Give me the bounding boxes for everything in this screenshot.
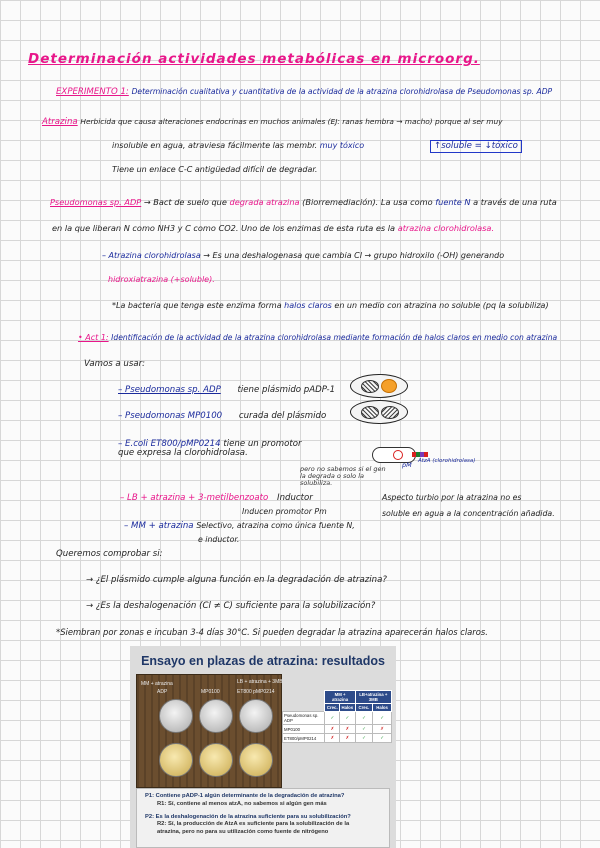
row-label: Pseudomonas sp. ADP	[283, 712, 325, 725]
strain-name-3: – E.coli ET800/pMP0214	[118, 439, 221, 449]
result-cell: ✗	[340, 725, 356, 734]
slide-answer-1: R1: Sí, contiene al menos atzA, no sabemos si algún gen más	[157, 800, 327, 807]
strain-desc-3: tiene un promotor que expresa la clorohidrolasa.	[118, 439, 302, 459]
strain-desc-2: curada del plásmido	[238, 411, 327, 421]
atza-label: AtzA (clorohidrolasa)	[418, 458, 476, 464]
pseudomonas-label: Pseudomonas sp. ADP	[50, 197, 142, 207]
plate-mm-adp	[159, 699, 193, 733]
slide-title: Ensayo en plazas de atrazina: resultados	[141, 654, 385, 668]
lb-inductor: Inductor	[277, 493, 313, 503]
subheader: Halos	[341, 705, 354, 710]
questions-box	[136, 788, 390, 848]
strain-item-3	[118, 440, 308, 459]
halos-note-c: en un medio con atrazina no soluble (pq la solubiliza)	[334, 301, 549, 310]
results-table	[282, 690, 392, 743]
act1-label: • Act 1:	[78, 333, 109, 342]
mm-desc: Selectivo, atrazina como única fuente N,	[196, 521, 355, 530]
dish-adp	[350, 374, 408, 398]
slide-question-1: P1: Contiene pADP-1 algún determinante de la degradación de atrazina?	[145, 793, 345, 799]
pm-label: pM	[402, 461, 412, 469]
result-cell: ✗	[340, 734, 356, 743]
subheader: Crec.	[355, 704, 373, 712]
col-group-mm: MM + atrazina	[325, 691, 355, 704]
table-row	[283, 725, 392, 734]
plate-lb-adp	[159, 743, 193, 777]
halos-note-a: *La bacteria que tenga este enzima forma	[112, 301, 282, 310]
gene-cassette	[412, 452, 428, 457]
queremos: Queremos comprobar si:	[56, 549, 163, 559]
slide-question-2: P2: Es la deshalogenación de la atrazina suficiente para su solubilización?	[145, 813, 351, 820]
result-cell: ✗	[325, 725, 340, 734]
photo-label-et800: ET800 pMP0214	[237, 689, 275, 695]
result-cell: ✓	[373, 712, 392, 725]
plate-mm-et800	[239, 699, 273, 733]
lb-aspect-1: Aspecto turbio por la atrazina no es	[382, 493, 522, 502]
result-cell: ✓	[373, 734, 392, 743]
enzyme-name: – Atrazina clorohidrolasa	[102, 251, 201, 260]
toxic-tag: muy tóxico	[319, 141, 365, 150]
photo-label-mm: MM + atrazina	[141, 681, 173, 687]
photo-label-adp: ADP	[157, 689, 168, 695]
result-cell: ✗	[325, 734, 340, 743]
atrazina-text-1: Herbicida que causa alteraciones endocrinas en muchos animales (EJ: ranas hembra → macho) porque al ser muy	[80, 117, 503, 126]
row-label: MP0100	[283, 725, 325, 734]
pseudomonas-text-e: fuente N	[435, 197, 471, 207]
results-slide	[130, 646, 396, 848]
plate-lb-mp0100	[199, 743, 233, 777]
strain-item-1	[118, 386, 335, 395]
atrazina-text-3: Tiene un enlace C-C	[112, 165, 193, 174]
atrazina-line-2	[112, 142, 364, 151]
strain-desc-1: tiene plásmido pADP-1	[237, 385, 336, 395]
act1-heading	[78, 334, 557, 343]
pseudomonas-text-2b: atrazina clorohidrolasa.	[397, 223, 495, 233]
lb-aspect-2: soluble en agua a la concentración añadida.	[382, 509, 555, 518]
atrazina-line-3	[112, 166, 317, 175]
siembra-note: *Siembran por zonas e incuban 3-4 días 30°C. Si pueden degradar la atrazina aparecerán halos claros.	[56, 627, 488, 637]
atrazina-text-2: insoluble en agua, atraviesa fácilmente las membr.	[112, 141, 318, 150]
pseudomonas-text-d: (Biorremediación). La usa como	[302, 197, 433, 207]
plate-lb-et800	[239, 743, 273, 777]
vamos-usar: Vamos a usar:	[84, 359, 146, 369]
atrazina-text-3b: antigüedad difícil de degradar.	[194, 165, 318, 174]
table-row	[283, 734, 392, 743]
pseudomonas-text-c: degrada atrazina	[229, 197, 300, 207]
halos-note	[112, 302, 549, 311]
photo-label-mp0100: MP0100	[201, 689, 220, 695]
experiment-label: EXPERIMENTO 1:	[56, 87, 129, 97]
result-cell: ✓	[340, 712, 356, 725]
result-cell: ✗	[373, 725, 392, 734]
result-cell: ✓	[355, 734, 373, 743]
plate-mm-mp0100	[199, 699, 233, 733]
enzyme-desc: → Es una deshalogenasa que cambia Cl → grupo hidroxilo (-OH) generando	[203, 251, 505, 260]
strain-item-2	[118, 412, 326, 421]
slide-answer-2a: R2: Sí, la producción de AtzA es suficiente para la solubilización de la	[157, 821, 350, 828]
page-title: Determinación actividades metabólicas en microorg.	[28, 51, 480, 67]
mm-desc-2: e inductor.	[198, 535, 240, 544]
result-cell: ✓	[355, 725, 373, 734]
halos-note-b: halos claros	[284, 301, 332, 310]
pseudomonas-text-2a: en la que liberan N como NH3 y C como CO2. Uno de los enzimas de esta ruta es la	[52, 223, 396, 233]
pseudomonas-text-f: a través de una ruta	[473, 197, 557, 207]
result-cell: ✓	[355, 712, 373, 725]
act1-text: Identificación de la actividad de la atrazina clorohidrolasa mediante formación de halos claros en medio con atrazina	[111, 333, 558, 342]
strain-name-1: – Pseudomonas sp. ADP	[118, 385, 221, 395]
soluble-toxic-box: ↑soluble = ↓tóxico	[430, 140, 522, 153]
result-cell: ✓	[325, 712, 340, 725]
subheader: Crec.	[326, 705, 338, 710]
experiment-text: Determinación cualitativa y cuantitativa de la actividad de la atrazina clorohidrolasa de Pseudomonas sp. ADP	[131, 87, 553, 96]
pseudomonas-text-b: → Bact de suelo que	[143, 197, 227, 207]
hydroxyatrazine: hidroxiatrazina (+soluble).	[108, 275, 215, 284]
dish-mp0100	[350, 400, 408, 424]
atrazina-label: Atrazina	[42, 117, 78, 127]
row-label: ET800/pMP0214	[283, 734, 325, 743]
mm-medium	[124, 522, 355, 531]
lb-text: – LB + atrazina + 3-metilbenzoato	[120, 493, 269, 503]
enzyme-line	[102, 252, 504, 261]
pseudomonas-line-1	[50, 198, 557, 207]
pseudomonas-line-2	[52, 224, 494, 233]
col-group-lb: LB+atrazina + 3MB	[355, 691, 391, 704]
bact-note: pero no sabemos si el gen la degrada o solo la solubiliza.	[300, 465, 386, 488]
experiment-heading	[56, 88, 552, 97]
subheader: Halos	[373, 704, 392, 712]
strain-name-2: – Pseudomonas MP0100	[118, 411, 223, 421]
atrazina-line-1	[42, 118, 503, 127]
slide-answer-2b: atrazina, pero no para su utilización como fuente de nitrógeno	[157, 829, 329, 836]
plates-photo	[136, 674, 282, 788]
table-row	[283, 712, 392, 725]
lb-medium	[120, 494, 313, 503]
question-2: → ¿Es la deshalogenación (Cl ≠ C) suficiente para la solubilización?	[86, 601, 376, 611]
mm-text: – MM + atrazina	[124, 521, 194, 531]
photo-label-lb: LB + atrazina + 3MB	[237, 679, 283, 685]
question-1: → ¿El plásmido cumple alguna función en la degradación de atrazina?	[86, 575, 387, 585]
lb-sub: Inducen promotor Pm	[242, 507, 327, 516]
